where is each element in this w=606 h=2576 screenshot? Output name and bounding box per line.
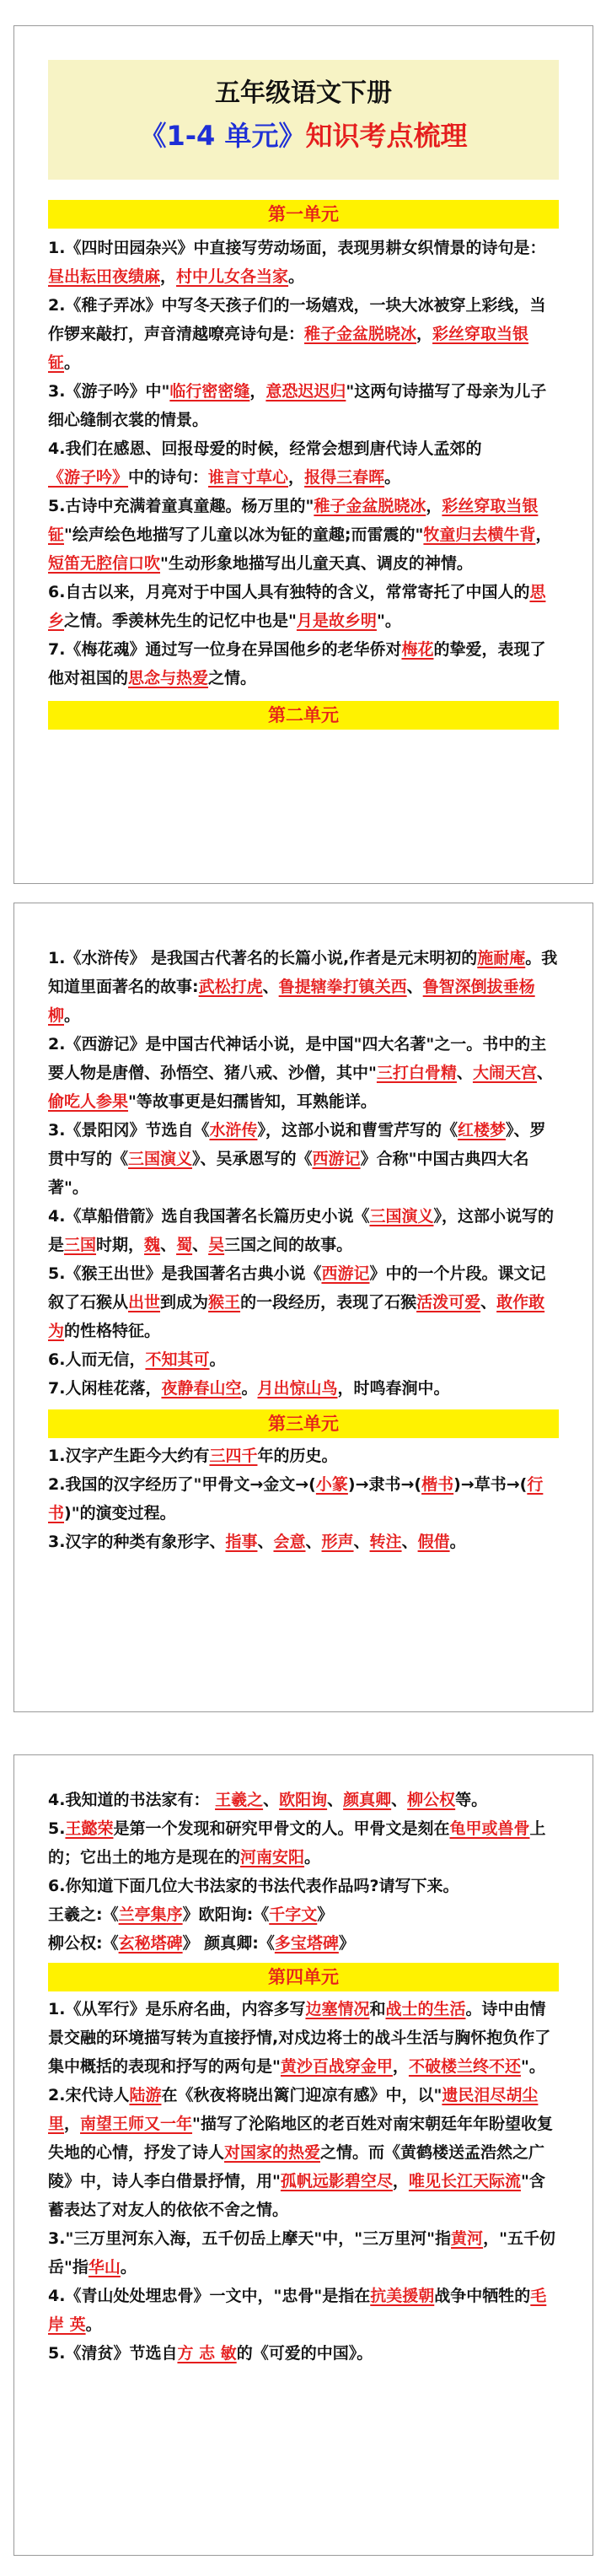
answer-text: 颜真卿 — [343, 1791, 392, 1809]
body-text: 的挚爱，表现了他对祖国的 — [48, 640, 546, 687]
body-text: 》 颜真卿:《 — [182, 1934, 275, 1953]
body-text: 是第一个发现和研究甲骨文的人。甲骨文是刻在 — [113, 1819, 450, 1838]
body-text: ， — [416, 325, 433, 343]
answer-text: 短笛无腔信口吹 — [48, 554, 161, 573]
answer-text: 西游记 — [321, 1264, 370, 1283]
body-text: 、 — [305, 1533, 322, 1551]
page-card-1 — [13, 25, 593, 884]
page-card-3 — [13, 1754, 593, 2556]
subtitle-range: 《1-4 单元》 — [139, 120, 306, 152]
answer-text: 柳公权 — [407, 1791, 456, 1809]
body-text: 的《可爱的中国》。 — [236, 2344, 373, 2363]
body-text: 之情。季羡林先生的记忆中也是" — [64, 612, 297, 630]
answer-text: 猴王 — [208, 1293, 241, 1312]
body-text: 。 — [85, 2315, 102, 2334]
body-text: 、 — [257, 1533, 274, 1551]
body-text: 、 — [263, 1791, 280, 1809]
body-text: 》 — [317, 1905, 334, 1924]
body-text: 7.人闲桂花落， — [48, 1379, 162, 1398]
unit-heading-2: 第二单元 — [48, 701, 559, 730]
body-text: 3.汉字的种类有象形字、 — [48, 1533, 226, 1551]
answer-text: 村中儿女各当家 — [176, 267, 289, 286]
answer-text: 陆游 — [129, 2086, 162, 2104]
answer-text: 思乡 — [48, 583, 546, 630]
list-item — [48, 635, 559, 693]
answer-text: 王羲之 — [215, 1791, 264, 1809]
body-text: 6.你知道下面几位大书法家的书法代表作品吗?请写下来。 — [48, 1877, 459, 1895]
answer-text: 河南安阳 — [240, 1848, 305, 1867]
body-text: "含蓄表达了对友人的依依不舍之情。 — [48, 2172, 545, 2219]
body-text: 5.《清贫》节选自 — [48, 2344, 178, 2363]
body-text: "等故事更是妇孺皆知，耳熟能详。 — [128, 1092, 377, 1111]
body-text: 3.《游子吟》中" — [48, 382, 170, 401]
answer-text: 黄河 — [451, 2229, 484, 2248]
answer-text: 敢作敢为 — [48, 1293, 545, 1340]
page-subtitle — [48, 112, 559, 159]
answer-text: 遗民泪尽胡尘里 — [48, 2086, 539, 2133]
body-text: 。 — [209, 1350, 226, 1369]
body-text: 之情。 — [208, 669, 257, 687]
answer-text: 龟甲或兽骨 — [449, 1819, 530, 1838]
body-text: ， — [160, 267, 177, 286]
answer-text: 稚子金盆脱晓冰 — [304, 325, 417, 343]
answer-text: 三国演义 — [128, 1150, 193, 1168]
body-text: 、 — [391, 1791, 408, 1809]
body-text: 、 — [480, 1293, 497, 1312]
answer-text: 梅花 — [401, 640, 434, 659]
unit-3-content-cont — [48, 1786, 559, 1958]
list-item — [48, 1900, 559, 1929]
body-text: "。 — [376, 612, 401, 630]
list-item — [48, 377, 559, 434]
body-text: 、 — [327, 1791, 344, 1809]
answer-text: 王懿荣 — [65, 1819, 114, 1838]
list-item — [48, 1442, 559, 1470]
body-text: 》 — [338, 1934, 355, 1953]
body-text: 》中的一个片段。课文记叙了石猴从 — [48, 1264, 546, 1312]
list-item — [48, 1814, 559, 1872]
unit-3-content — [48, 1442, 559, 1556]
body-text: 、 — [192, 1236, 209, 1254]
answer-text: 牧童归去横牛背 — [423, 525, 536, 544]
answer-text: 孤帆远影碧空尽 — [280, 2172, 393, 2191]
list-item — [48, 944, 559, 1030]
answer-text: 边塞情况 — [305, 2000, 370, 2018]
answer-text: 西游记 — [312, 1150, 361, 1168]
list-item — [48, 492, 559, 578]
answer-text: 稚子金盆脱晓冰 — [314, 497, 426, 515]
answer-text: 月是故乡明 — [296, 612, 377, 630]
list-item — [48, 2282, 559, 2339]
body-text: 4.我们在感恩、回报母爱的时候，经常会想到唐代诗人孟郊的 — [48, 439, 482, 458]
body-text: ， — [392, 2172, 409, 2191]
body-text: 5.《猴王出世》是我国著名古典小说《 — [48, 1264, 322, 1283]
body-text: 到成为 — [160, 1293, 209, 1312]
answer-text: 鲁智深倒拔垂杨柳 — [48, 978, 535, 1025]
answer-text: 会意 — [273, 1533, 306, 1551]
answer-text: 红楼梦 — [457, 1121, 506, 1140]
answer-text: 三国演义 — [369, 1207, 434, 1226]
answer-text: 假借 — [417, 1533, 450, 1551]
answer-text: 出世 — [128, 1293, 161, 1312]
body-text: )→隶书→( — [347, 1475, 422, 1494]
list-item — [48, 1872, 559, 1900]
answer-text: 大闹天宫 — [472, 1064, 537, 1082]
body-text: 1.《四时田园杂兴》中直接写劳动场面，表现男耕女织情景的诗句是： — [48, 239, 546, 257]
body-text: ， — [426, 497, 442, 515]
unit-1-content — [48, 234, 559, 693]
body-text: 上的；它出土的地方是现在的 — [48, 1819, 546, 1867]
answer-text: 水浒传 — [209, 1121, 258, 1140]
body-text: "描写了沦陷地区的老百姓对南宋朝廷年年盼望收复失地的心情，抒发了诗人 — [48, 2115, 553, 2162]
answer-text: 夜静春山空 — [161, 1379, 242, 1398]
body-text: 》，这部小说和曹雪芹写的《 — [257, 1121, 458, 1140]
list-item — [48, 434, 559, 492]
answer-text: 行书 — [48, 1475, 544, 1522]
answer-text: 彩丝穿取当银钲 — [48, 497, 539, 544]
body-text: 2.《稚子弄冰》中写冬天孩子们的一场嬉戏，一块大冰被穿上彩线，当作锣来敲打，声音清越嘹亮诗句是： — [48, 296, 546, 343]
answer-text: 不知其可 — [145, 1350, 210, 1369]
body-text: "。 — [520, 2057, 545, 2076]
body-text: 。诗中由情景交融的环境描写转为直接抒情,对戍边将士的战斗生活与胸怀抱负作了集中概括的表现和抒写的两句是" — [48, 2000, 551, 2076]
body-text: 5.古诗中充满着童真童趣。杨万里的" — [48, 497, 314, 515]
answer-text: 方 志 敏 — [177, 2344, 237, 2363]
body-text: 2.宋代诗人 — [48, 2086, 130, 2104]
body-text: 战争中牺牲的 — [434, 2287, 531, 2305]
answer-text: 三国 — [64, 1236, 97, 1254]
answer-text: 思念与热爱 — [128, 669, 209, 687]
body-text: 1.《从军行》是乐府名曲，内容多写 — [48, 2000, 306, 2018]
body-text: 2.我国的汉字经历了"甲骨文→金文→( — [48, 1475, 316, 1494]
answer-text: 偷吃人参果 — [48, 1092, 129, 1111]
list-item — [48, 1030, 559, 1116]
answer-text: 玄秘塔碑 — [118, 1934, 183, 1953]
body-text: 2.《西游记》是中国古代神话小说，是中国"四大名著"之一。书中的主要人物是唐僧、孙悟空、猪八戒、沙僧，其中" — [48, 1035, 547, 1082]
answer-text: 吴 — [208, 1236, 225, 1254]
body-text: 4.《草船借箭》选自我国著名长篇历史小说《 — [48, 1207, 370, 1226]
answer-text: 三打白骨精 — [376, 1064, 457, 1082]
answer-text: 指事 — [225, 1533, 258, 1551]
list-item — [48, 2081, 559, 2224]
body-text: 3.《景阳冈》节选自《 — [48, 1121, 210, 1140]
body-text: 。 — [449, 1533, 466, 1551]
answer-text: 三四千 — [209, 1447, 258, 1465]
answer-text: 魏 — [144, 1236, 161, 1254]
body-text: 。 — [64, 1006, 81, 1025]
answer-text: 华山 — [88, 2258, 121, 2277]
answer-text: 昼出耘田夜绩麻 — [48, 267, 161, 286]
body-text: "绘声绘色地描写了儿童以冰为钲的童趣;而雷震的" — [64, 525, 424, 544]
answer-text: 毛 岸 英 — [48, 2287, 547, 2334]
answer-text: 小篆 — [315, 1475, 348, 1494]
body-text: ， — [249, 382, 266, 401]
answer-text: 彩丝穿取当银钲 — [48, 325, 529, 372]
body-text: 的性格特征。 — [64, 1322, 161, 1340]
list-item — [48, 1995, 559, 2081]
body-text: 1.《水浒传》 是我国古代著名的长篇小说,作者是元末明初的 — [48, 949, 478, 967]
body-text: 4.我知道的书法家有： — [48, 1791, 216, 1809]
body-text: 等。 — [455, 1791, 488, 1809]
answer-text: 临行密密缝 — [169, 382, 250, 401]
list-item — [48, 1929, 559, 1958]
body-text: 。 — [304, 1848, 321, 1867]
body-text: 的一段经历，表现了石猴 — [240, 1293, 417, 1312]
body-text: 》、罗贯中写的《 — [48, 1121, 546, 1168]
unit-heading-4: 第四单元 — [48, 1963, 559, 1991]
answer-text: 战士的生活 — [385, 2000, 466, 2018]
body-text: 。 — [64, 353, 81, 372]
answer-text: 对国家的热爱 — [224, 2143, 321, 2162]
body-text: 、 — [262, 978, 279, 996]
answer-text: 黄沙百战穿金甲 — [280, 2057, 393, 2076]
answer-text: 谁言寸草心 — [208, 468, 289, 487]
unit-4-content — [48, 1995, 559, 2368]
body-text: 之情。而《黄鹤楼送孟浩然之广陵》中，诗人李白借景抒情，用" — [48, 2143, 545, 2191]
body-text: 在《秋夜将晓出篱门迎凉有感》中，以" — [161, 2086, 442, 2104]
answer-text: 不破楼兰终不还 — [408, 2057, 521, 2076]
answer-text: 抗美援朝 — [370, 2287, 435, 2305]
body-text: 、 — [353, 1533, 370, 1551]
body-text: 、 — [401, 1533, 418, 1551]
body-text: 》欧阳询:《 — [182, 1905, 270, 1924]
answer-text: 兰亭集序 — [118, 1905, 183, 1924]
list-item — [48, 1470, 559, 1528]
body-text: ， — [64, 2115, 81, 2133]
answer-text: 月出惊山鸟 — [257, 1379, 338, 1398]
answer-text: 南望王师又一年 — [80, 2115, 193, 2133]
body-text: 6.人而无信， — [48, 1350, 146, 1369]
body-text: 时期， — [96, 1236, 145, 1254]
answer-text: 唯见长江天际流 — [408, 2172, 521, 2191]
unit-2-content — [48, 944, 559, 1403]
body-text: 1.汉字产生距今大约有 — [48, 1447, 210, 1465]
body-text: 、 — [456, 1064, 473, 1082]
body-text: "这两句诗描写了母亲为儿子细心缝制衣裳的情景。 — [48, 382, 547, 429]
list-item — [48, 1202, 559, 1259]
body-text: 。我知道里面著名的故事: — [48, 949, 558, 996]
body-text: 中的诗句： — [128, 468, 209, 487]
body-text: 。 — [120, 2258, 137, 2277]
list-item — [48, 1116, 559, 1202]
list-item — [48, 2224, 559, 2282]
body-text: )"的演变过程。 — [64, 1504, 176, 1522]
answer-text: 施耐庵 — [477, 949, 526, 967]
body-text: 。 — [288, 267, 305, 286]
page-title: 五年级语文下册 — [215, 78, 392, 108]
answer-text: 欧阳询 — [279, 1791, 328, 1809]
list-item — [48, 1259, 559, 1345]
body-text: ， — [288, 468, 305, 487]
answer-text: 武松打虎 — [198, 978, 263, 996]
list-item — [48, 1786, 559, 1814]
answer-text: 形声 — [321, 1533, 354, 1551]
body-text: ，"五千仞岳"指 — [48, 2229, 555, 2277]
answer-text: 千字文 — [269, 1905, 318, 1924]
answer-text: 楷书 — [421, 1475, 454, 1494]
answer-text: 《游子吟》 — [48, 468, 129, 487]
answer-text: 报得三春晖 — [304, 468, 385, 487]
body-text: 、 — [536, 1064, 553, 1082]
body-text: 。 — [241, 1379, 258, 1398]
answer-text: 意恐迟迟归 — [265, 382, 346, 401]
title-banner — [48, 60, 559, 180]
body-text: 。 — [384, 468, 401, 487]
body-text: 柳公权:《 — [48, 1934, 119, 1953]
body-text: 5. — [48, 1819, 66, 1838]
body-text: ， — [392, 2057, 409, 2076]
body-text: 》，这部小说写的是 — [48, 1207, 554, 1254]
answer-text: 鲁提辖拳打镇关西 — [278, 978, 407, 996]
body-text: 6.自古以来，月亮对于中国人具有独特的含义，常常寄托了中国人的 — [48, 583, 530, 601]
answer-text: 转注 — [369, 1533, 402, 1551]
list-item — [48, 1528, 559, 1556]
page-card-2 — [13, 903, 593, 1712]
body-text: 3."三万里河东入海，五千仞岳上摩天"中，"三万里河"指 — [48, 2229, 452, 2248]
list-item — [48, 578, 559, 635]
body-text: 年的历史。 — [257, 1447, 338, 1465]
answer-text: 多宝塔碑 — [274, 1934, 339, 1953]
body-text: 和 — [369, 2000, 386, 2018]
list-item — [48, 234, 559, 291]
body-text: "生动形象地描写出儿童天真、调皮的神情。 — [160, 554, 473, 573]
body-text: 》合称"中国古典四大名著"。 — [48, 1150, 529, 1197]
body-text: 》、吴承恩写的《 — [192, 1150, 313, 1168]
body-text: ， — [535, 525, 552, 544]
unit-heading-3: 第三单元 — [48, 1409, 559, 1438]
list-item — [48, 291, 559, 377]
answer-text: 活泼可爱 — [416, 1293, 481, 1312]
body-text: 、 — [406, 978, 423, 996]
body-text: )→草书→( — [453, 1475, 528, 1494]
list-item — [48, 2339, 559, 2368]
subtitle-topic: 知识考点梳理 — [305, 120, 468, 152]
body-text: ，时鸣春涧中。 — [337, 1379, 450, 1398]
body-text: 、 — [160, 1236, 177, 1254]
answer-text: 蜀 — [176, 1236, 193, 1254]
list-item — [48, 1374, 559, 1403]
body-text: 4.《青山处处埋忠骨》一文中，"忠骨"是指在 — [48, 2287, 371, 2305]
body-text: 王羲之:《 — [48, 1905, 119, 1924]
list-item — [48, 1345, 559, 1374]
body-text: 三国之间的故事。 — [224, 1236, 353, 1254]
unit-heading-1: 第一单元 — [48, 200, 559, 229]
body-text: 7.《梅花魂》通过写一位身在异国他乡的老华侨对 — [48, 640, 402, 659]
